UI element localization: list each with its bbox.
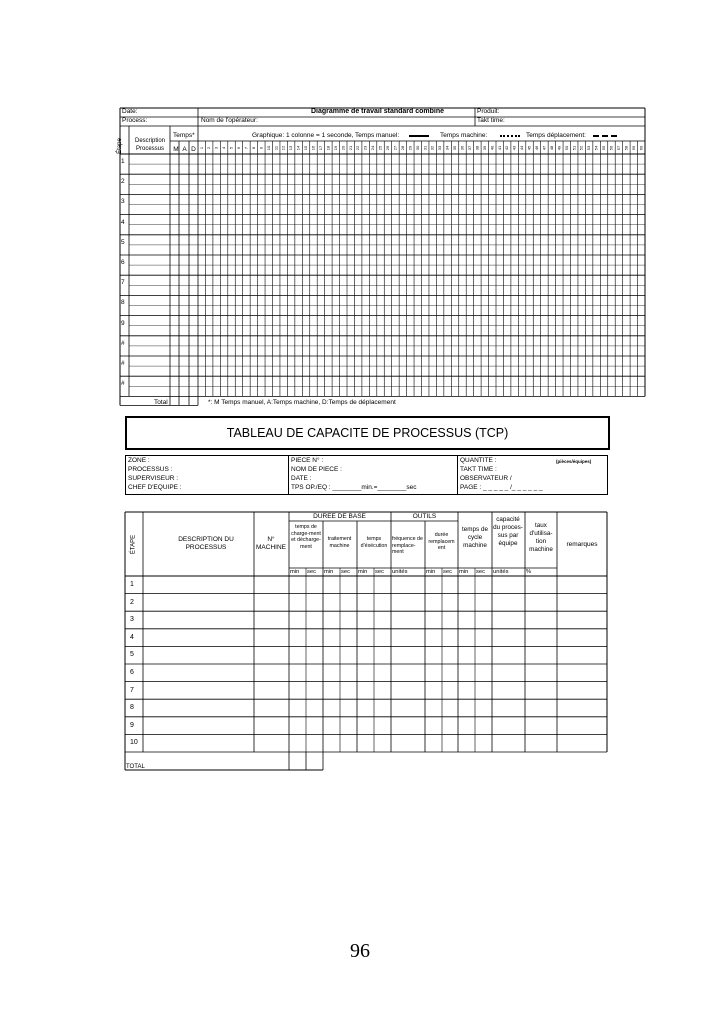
- second-column-number: 52: [578, 145, 584, 151]
- standard-work-sheet: [116, 108, 645, 408]
- unit-label: sec: [476, 569, 486, 575]
- second-column-number: 15: [303, 145, 309, 151]
- second-column-number: 45: [526, 145, 532, 151]
- step-number: 4: [121, 218, 125, 226]
- takt-label: Takt time:: [477, 117, 505, 124]
- chef-label: CHEF D'EQUIPE :: [128, 484, 182, 491]
- second-column-number: 37: [466, 145, 472, 151]
- tcp-info-box: [125, 455, 608, 495]
- temps-col-a: A: [182, 146, 187, 153]
- second-column-number: 29: [407, 145, 413, 151]
- tcp-row-number: 8: [130, 704, 134, 712]
- unit-label: %: [526, 569, 532, 575]
- step-number: 7: [121, 279, 125, 287]
- description-label: Description Processus: [134, 138, 165, 152]
- second-column-number: 22: [355, 145, 361, 151]
- step-number: #: [121, 380, 125, 388]
- unit-label: sec: [307, 569, 317, 575]
- tcp-total-label: TOTAL: [126, 764, 145, 770]
- unit-label: sec: [443, 569, 453, 575]
- tcp-row-number: 3: [130, 616, 134, 624]
- machine-time-label: Temps machine:: [440, 132, 488, 139]
- tcp-row-number: 10: [130, 739, 138, 747]
- frequence-header: fréquence de remplace-ment: [392, 536, 423, 555]
- unit-label: min: [426, 569, 436, 575]
- second-column-number: 20: [340, 145, 346, 151]
- second-column-number: 1: [198, 146, 204, 150]
- unit-label: sec: [341, 569, 351, 575]
- operator-label: Nom de l'opérateur:: [201, 117, 258, 124]
- date-label: Date:: [122, 108, 138, 115]
- step-number: 2: [121, 178, 125, 186]
- step-number: 1: [121, 158, 125, 165]
- second-column-number: 40: [489, 145, 495, 151]
- second-column-number: 26: [385, 145, 391, 151]
- second-column-number: 4: [221, 146, 227, 150]
- second-column-number: 3: [213, 146, 219, 150]
- zone-label: ZONE :: [128, 457, 150, 464]
- piece-no-label: PIECE N° :: [291, 457, 324, 464]
- sheet1-title: Diagramme de travail standard combiné: [310, 108, 445, 115]
- second-column-number: 9: [258, 146, 264, 150]
- execution-header: temps d'éxécution: [360, 536, 388, 549]
- second-column-number: 24: [370, 145, 376, 151]
- unit-label: min: [459, 569, 469, 575]
- second-column-number: 47: [541, 145, 547, 151]
- manual-time-legend: [409, 135, 429, 137]
- second-column-number: 36: [459, 145, 465, 151]
- unit-label: sec: [375, 569, 385, 575]
- second-column-number: 16: [310, 145, 316, 151]
- date-field-label: DATE :: [291, 475, 312, 482]
- machine-time-legend: [500, 135, 520, 137]
- nom-piece-label: NOM DE PIECE :: [291, 466, 342, 473]
- tcp-row-number: 4: [130, 633, 134, 641]
- temps-col-m: M: [173, 146, 179, 153]
- second-column-number: 32: [429, 145, 435, 151]
- quantite-label: QUANTITE :: [460, 457, 497, 464]
- tcp-row-number: 5: [130, 651, 134, 659]
- capacite-header: capacité du proces-sus par équipe: [493, 516, 523, 547]
- step-number: 8: [121, 299, 125, 307]
- move-time-legend: [593, 135, 617, 137]
- second-column-number: 13: [288, 145, 294, 151]
- temps-col-d: D: [191, 146, 196, 153]
- tcp-table: [125, 512, 607, 772]
- second-column-number: 14: [295, 145, 301, 151]
- second-column-number: 25: [377, 145, 383, 151]
- second-column-number: 30: [414, 145, 420, 151]
- second-column-number: 50: [563, 145, 569, 151]
- cycle-header: temps de cycle machine: [462, 526, 488, 549]
- remarques-header: remarques: [566, 541, 598, 548]
- step-number: 9: [121, 319, 125, 327]
- tcp-title-box: [125, 416, 610, 450]
- second-column-number: 46: [534, 145, 540, 151]
- second-column-number: 43: [511, 145, 517, 151]
- second-column-number: 39: [481, 145, 487, 151]
- etape-header: ÉTAPE: [130, 534, 137, 555]
- tcp-row-number: 7: [130, 686, 134, 694]
- unit-label: min: [290, 569, 300, 575]
- second-column-number: 49: [556, 145, 562, 151]
- second-column-number: 41: [496, 145, 502, 151]
- tcp-row-number: 1: [130, 581, 134, 588]
- second-column-number: 27: [392, 145, 398, 151]
- second-column-number: 10: [265, 145, 271, 151]
- outils-header: OUTILS: [412, 513, 437, 520]
- move-time-label: Temps déplacement:: [526, 132, 586, 139]
- second-column-number: 19: [332, 145, 338, 151]
- taux-header: taux d'utilisa-tion machine: [529, 522, 553, 553]
- second-column-number: 8: [250, 146, 256, 150]
- second-column-number: 38: [474, 145, 480, 151]
- tcp-row-number: 2: [130, 598, 134, 606]
- second-column-number: 12: [280, 145, 286, 151]
- second-column-number: 58: [623, 145, 629, 151]
- second-column-number: 17: [317, 145, 323, 151]
- second-column-number: 18: [325, 145, 331, 151]
- second-column-number: 23: [362, 145, 368, 151]
- second-column-number: 55: [601, 145, 607, 151]
- second-column-number: 56: [608, 145, 614, 151]
- observateur-label: OBSERVATEUR /: [460, 475, 512, 482]
- pieces-equipes-label: (pièces/équipes): [556, 459, 592, 464]
- duree-base-header: DUREE DE BASE: [313, 513, 366, 520]
- second-column-number: 51: [571, 145, 577, 151]
- machine-no-header: N° MACHINE: [256, 536, 286, 551]
- total-label: Total: [154, 399, 168, 406]
- unit-label: min: [324, 569, 334, 575]
- second-column-number: 59: [630, 145, 636, 151]
- step-number: 3: [121, 198, 125, 206]
- tcp-row-number: 6: [130, 669, 134, 676]
- page-label: PAGE : _ _ _ _ _ /_ _ _ _ _ _: [460, 484, 543, 491]
- unit-label: unités: [392, 569, 408, 575]
- second-column-number: 60: [638, 145, 644, 151]
- second-column-number: 31: [422, 145, 428, 151]
- traitement-header: traitement machine: [327, 536, 352, 549]
- step-number: 6: [121, 259, 125, 266]
- takt-time-label: TAKT TIME :: [460, 466, 497, 473]
- second-column-number: 28: [399, 145, 405, 151]
- step-number: #: [121, 360, 125, 367]
- footnote: *: M Temps manuel, A:Temps machine, D:Temps de déplacement: [208, 399, 396, 406]
- temps-label: Temps*: [173, 132, 195, 139]
- second-column-number: 48: [548, 145, 554, 151]
- second-column-number: 34: [444, 145, 450, 151]
- second-column-number: 7: [243, 146, 249, 150]
- second-column-number: 5: [228, 146, 234, 150]
- second-column-number: 6: [236, 146, 242, 150]
- unit-label: unités: [493, 569, 509, 575]
- page-number: 96: [350, 940, 370, 962]
- step-number: 5: [121, 238, 125, 246]
- second-column-number: 54: [593, 145, 599, 151]
- tps-label: TPS OP./EQ : ________min.=________sec: [291, 484, 417, 491]
- standard-work-grid: [120, 108, 645, 408]
- etape-label: Étape: [116, 138, 123, 154]
- unit-label: min: [358, 569, 368, 575]
- charge-header: temps de charge-ment et décharge-ment: [291, 524, 321, 550]
- second-column-number: 57: [615, 145, 621, 151]
- second-column-number: 21: [347, 145, 353, 151]
- second-column-number: 2: [206, 146, 212, 150]
- superviseur-label: SUPERVISEUR :: [128, 475, 179, 482]
- second-column-number: 44: [519, 145, 525, 151]
- graph-label: Graphique: 1 colonne = 1 seconde, Temps manuel:: [252, 132, 400, 139]
- second-column-number: 53: [586, 145, 592, 151]
- processus-label: PROCESSUS :: [128, 466, 173, 473]
- duree-remplacement-header: durée remplacem ent: [428, 532, 455, 551]
- tcp-row-number: 9: [130, 721, 134, 729]
- second-column-number: 11: [273, 145, 279, 151]
- second-column-number: 33: [437, 145, 443, 151]
- second-column-number: 35: [452, 145, 458, 151]
- step-number: #: [121, 339, 125, 347]
- description-header: DESCRIPTION DU PROCESSUS: [178, 536, 234, 551]
- second-column-number: 42: [504, 145, 510, 151]
- produit-label: Produit:: [477, 108, 500, 115]
- process-label: Process:: [122, 117, 148, 124]
- tcp-title: TABLEAU DE CAPACITE DE PROCESSUS (TCP): [226, 426, 509, 440]
